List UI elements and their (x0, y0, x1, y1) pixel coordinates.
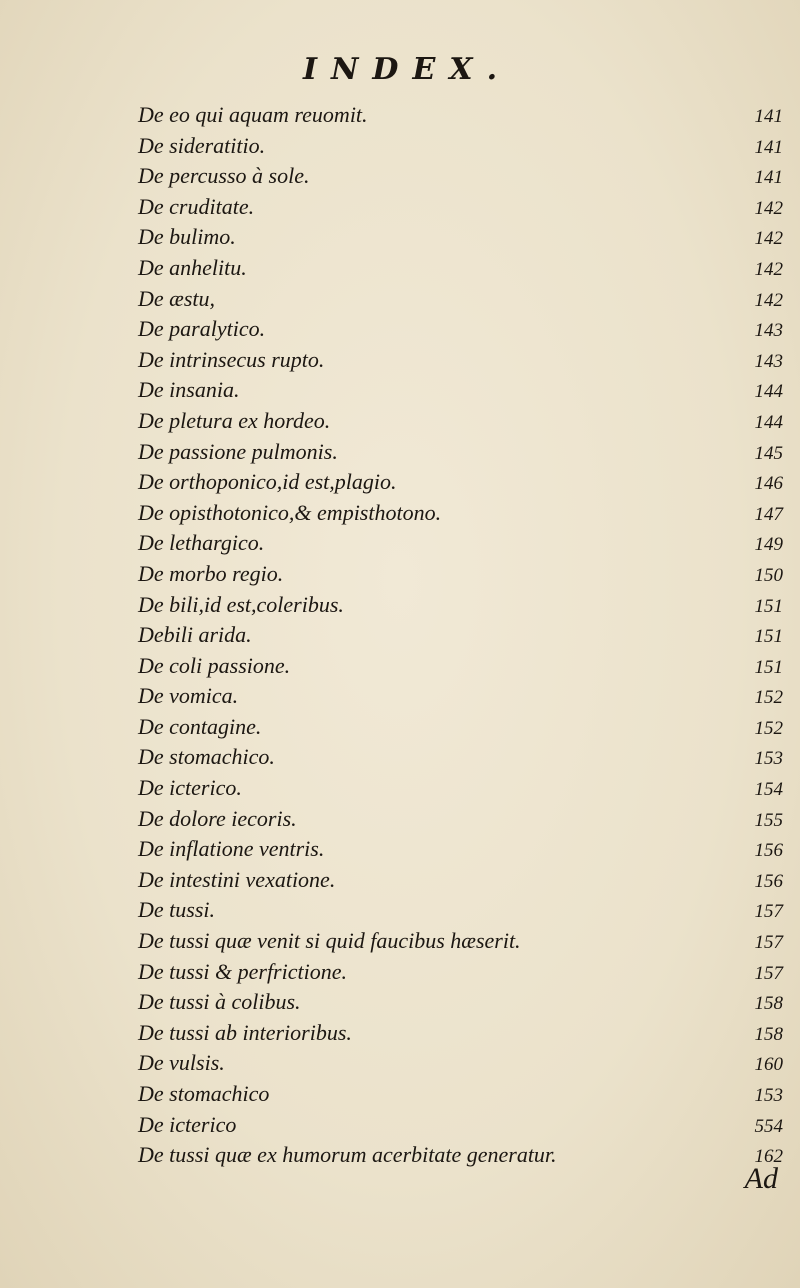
entry-title: De cruditate. (138, 193, 255, 219)
index-entry (138, 651, 783, 682)
entry-title: De orthoponico,id est,plagio. (138, 469, 397, 495)
entry-title: De eo qui aquam reuomit. (138, 102, 368, 127)
index-entry (138, 345, 783, 376)
index-entry (138, 437, 783, 468)
entry-title: De intestini vexatione. (138, 866, 336, 892)
entry-page-number: 150 (754, 564, 783, 586)
entry-title: De sideratitio. (138, 132, 266, 158)
index-entry (138, 620, 783, 651)
entry-page-number: 142 (754, 197, 783, 219)
entry-title: De passione pulmonis. (138, 438, 338, 464)
entry-page-number: 157 (754, 901, 783, 923)
index-entry (138, 161, 783, 192)
index-entry (138, 895, 783, 926)
entry-page-number: 147 (754, 503, 783, 525)
entry-page-number: 151 (754, 626, 783, 648)
entry-title: De contagine. (138, 713, 262, 739)
index-entry (138, 406, 783, 437)
entry-page-number: 141 (754, 136, 783, 158)
entry-title: De icterico. (138, 775, 242, 801)
index-entry (138, 926, 783, 957)
index-entry (138, 1079, 783, 1110)
index-entry (138, 865, 783, 896)
entry-page-number: 160 (754, 1054, 783, 1076)
index-entry (138, 222, 783, 253)
index-entry (138, 467, 783, 498)
entry-page-number: 151 (754, 656, 783, 678)
entry-title: De vomica. (138, 683, 239, 709)
entry-title: De pletura ex hordeo. (138, 407, 331, 433)
index-entry (138, 773, 783, 804)
entry-title: De tussi à colibus. (138, 989, 301, 1015)
entry-page-number: 141 (754, 106, 783, 127)
index-entry (138, 528, 783, 559)
index-entry (138, 559, 783, 590)
entry-page-number: 156 (754, 840, 783, 862)
index-entry (138, 253, 783, 284)
entry-page-number: 143 (754, 320, 783, 342)
entry-title: De bili,id est,coleribus. (138, 591, 344, 617)
entry-page-number: 157 (754, 932, 783, 954)
entry-page-number: 158 (754, 1023, 783, 1045)
entry-title: De tussi & perfrictione. (138, 958, 347, 984)
entry-page-number: 143 (754, 350, 783, 372)
index-entry (138, 1140, 783, 1171)
index-entry (138, 987, 783, 1018)
entry-title: De icterico (138, 1111, 237, 1137)
entry-page-number: 149 (754, 534, 783, 556)
entry-title: De tussi. (138, 897, 215, 923)
index-entry (138, 375, 783, 406)
index-entry (138, 1018, 783, 1049)
entry-page-number: 153 (754, 748, 783, 770)
entry-page-number: 157 (754, 962, 783, 984)
index-entry (138, 100, 783, 131)
entry-title: De tussi quæ venit si quid faucibus hæserit. (138, 928, 521, 954)
index-entry (138, 314, 783, 345)
entry-title: De lethargico. (138, 530, 265, 556)
catchword: Ad (744, 1162, 778, 1195)
entry-page-number: 144 (754, 411, 783, 433)
entry-page-number: 142 (754, 289, 783, 311)
entry-page-number: 142 (754, 228, 783, 250)
entry-page-number: 142 (754, 258, 783, 280)
entry-page-number: 152 (754, 687, 783, 709)
entry-title: De bulimo. (138, 224, 236, 250)
entry-page-number: 158 (754, 993, 783, 1015)
entry-title: De opisthotonico,& empisthotono. (138, 499, 442, 525)
entry-title: De morbo regio. (138, 560, 284, 586)
entry-page-number: 155 (754, 809, 783, 831)
entry-title: De inflatione ventris. (138, 836, 325, 862)
entry-title: De coli passione. (138, 652, 291, 678)
entry-title: De tussi ab interioribus. (138, 1019, 352, 1045)
entry-title: De insania. (138, 377, 240, 403)
page-title: INDEX. (302, 52, 512, 87)
entry-page-number: 144 (754, 381, 783, 403)
entry-title: De æstu, (138, 285, 215, 311)
entry-page-number: 146 (754, 473, 783, 495)
index-entry (138, 131, 783, 162)
entry-page-number: 554 (754, 1115, 783, 1137)
entry-page-number: 141 (754, 167, 783, 189)
index-entry (138, 498, 783, 529)
index-entry (138, 712, 783, 743)
entry-title: De dolore iecoris. (138, 805, 297, 831)
entry-title: De percusso à sole. (138, 163, 310, 189)
entry-title: De vulsis. (138, 1050, 225, 1076)
index-entry (138, 192, 783, 223)
index-entry (138, 834, 783, 865)
entry-title: De anhelitu. (138, 254, 247, 280)
index-entry (138, 681, 783, 712)
index-entry (138, 957, 783, 988)
entry-page-number: 153 (754, 1085, 783, 1106)
index-entry (138, 804, 783, 835)
entry-page-number: 154 (754, 779, 783, 801)
entry-page-number: 145 (754, 442, 783, 464)
entry-title: De paralytico. (138, 316, 266, 342)
entry-page-number: 156 (754, 870, 783, 892)
index-entry (138, 590, 783, 621)
entry-page-number: 152 (754, 717, 783, 739)
entry-title: De stomachico. (138, 744, 275, 770)
entry-title: De intrinsecus rupto. (138, 346, 325, 372)
entry-title: De tussi quæ ex humorum acerbitate generatur. (138, 1142, 557, 1168)
entry-page-number: 151 (754, 595, 783, 617)
index-entry (138, 284, 783, 315)
entry-title: De stomachico (138, 1081, 270, 1106)
index-entry (138, 742, 783, 773)
entry-title: Debili arida. (138, 622, 252, 648)
entry-page-number: 162 (754, 1146, 783, 1168)
index-entry (138, 1048, 783, 1079)
index-list (138, 100, 783, 1171)
index-entry (138, 1110, 783, 1141)
